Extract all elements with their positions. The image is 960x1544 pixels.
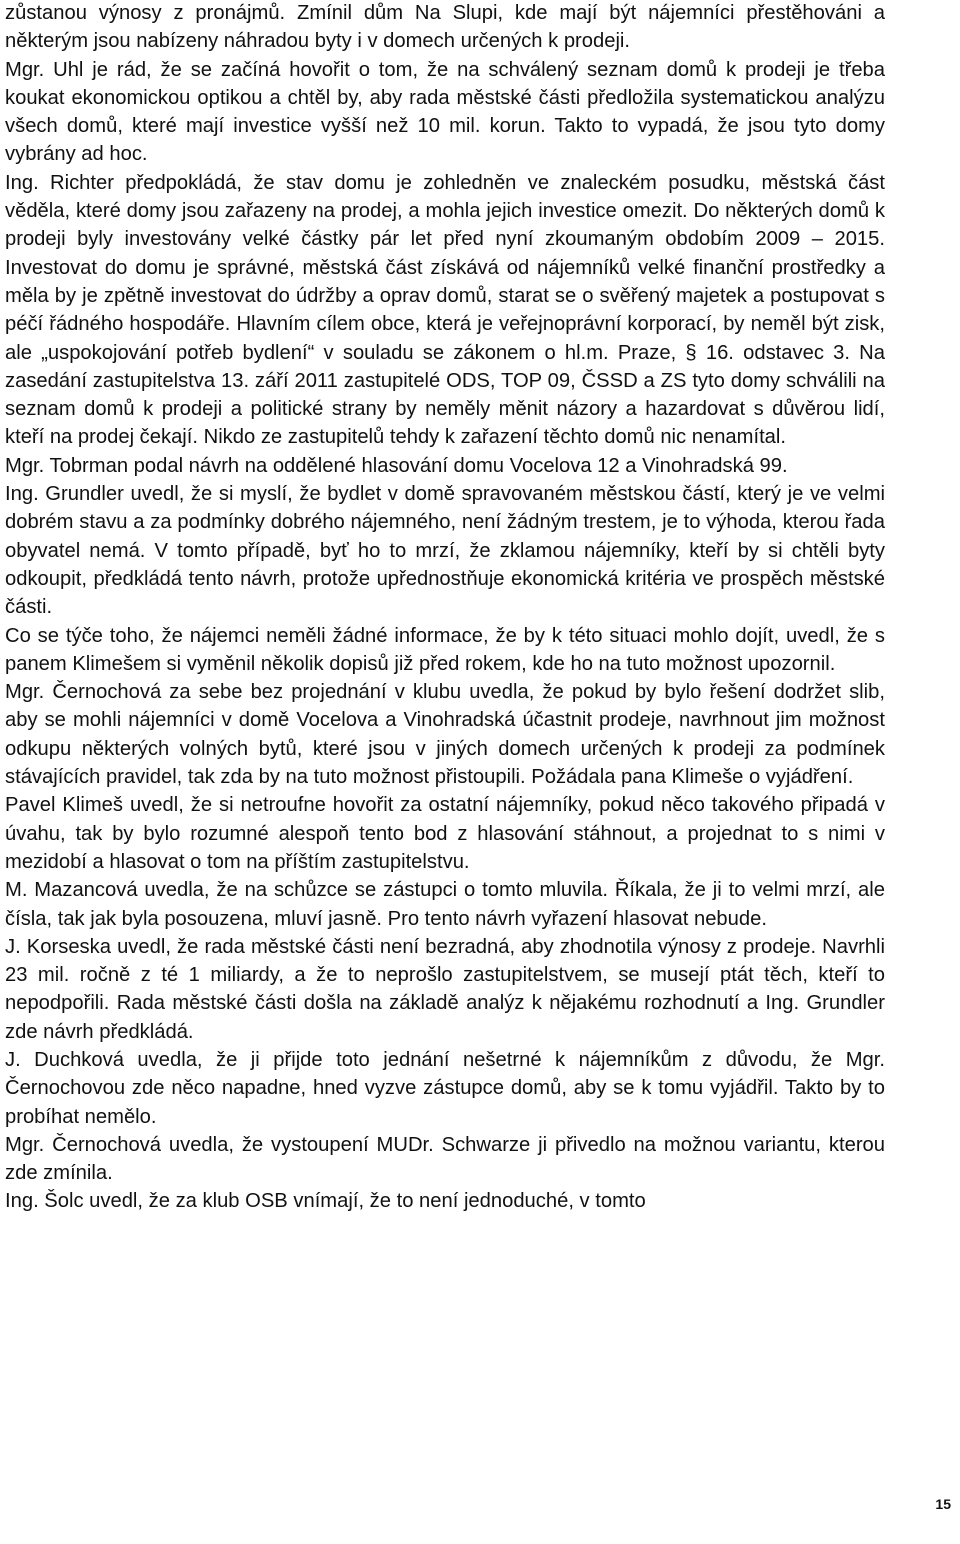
paragraph: J. Duchková uvedla, že ji přijde toto jednání nešetrné k nájemníkům z důvodu, že Mgr. Černochovou zde něco napadne, hned vyzve zástupce domů, aby se k tomu vyjádřil. Takto by to probíhat nemělo. <box>5 1048 885 1128</box>
paragraph: Ing. Richter předpokládá, že stav domu je zohledněn ve znaleckém posudku, městská část věděla, které domy jsou zařazeny na prodej, a mohla jejich investice omezit. Do některých domů k prodeji byly investovány velké částky pár let před nyní zkoumaným obdobím 2009 – 2015. Investovat do domu je správné, městská část získává od nájemníků velké finanční prostředky a měla by je zpětně investovat do údržby a oprav domů, starat se o svěřený majetek a postupovat s péčí řádného hospodáře. Hlavním cílem obce, která je veřejnoprávní korporací, by neměl být zisk, ale „uspokojování potřeb bydlení“ v souladu se zákonem o hl.m. Praze, § 16. odstavec 3. Na zasedání zastupitelstva 13. září 2011 zastupitelé ODS, TOP 09, ČSSD a ZS tyto domy schválili na seznam domů k prodeji a politické strany by neměly měnit názory a hazardovat s důvěrou lidí, kteří na prodej čekají. Nikdo ze zastupitelů tehdy k zařazení těchto domů nic nenamítal. <box>5 171 885 449</box>
paragraph: Co se týče toho, že nájemci neměli žádné informace, že by k této situaci mohlo dojít, uvedl, že s panem Klimešem si vyměnil několik dopisů již před rokem, kde ho na tuto možnost upozornil. <box>5 624 885 675</box>
page-number: 15 <box>935 1496 951 1512</box>
paragraph: J. Korseska uvedl, že rada městské části není bezradná, aby zhodnotila výnosy z prodeje. Navrhli 23 mil. ročně z té 1 miliardy, a že to neprošlo zastupitelstvem, se musejí ptát těch, kteří to nepodpořili. Rada městské části došla na základě analýz k nějakému rozhodnutí a Ing. Grundler zde návrh předkládá. <box>5 935 885 1043</box>
paragraph: Ing. Grundler uvedl, že si myslí, že bydlet v domě spravovaném městskou částí, který je ve velmi dobrém stavu a za podmínky dobrého nájemného, není žádným trestem, je to výhoda, kterou řada obyvatel nemá. V tomto případě, byť ho to mrzí, že zklamou nájemníky, kteří by si chtěli byty odkoupit, předkládá tento návrh, protože upřednostňuje ekonomická kritéria ve prospěch městské části. <box>5 483 885 619</box>
paragraph: Mgr. Černochová za sebe bez projednání v klubu uvedla, že pokud by bylo řešení dodržet slib, aby se mohli nájemníci v domě Vocelova a Vinohradská účastnit prodeje, navrhnout jim možnost odkupu některých volných bytů, které jsou v jiných domech určených k prodeji za podmínek stávajících pravidel, tak zda by na tuto možnost přistoupili. Požádala pana Klimeše o vyjádření. <box>5 681 885 789</box>
document-page <box>5 0 885 1216</box>
paragraph: M. Mazancová uvedla, že na schůzce se zástupci o tomto mluvila. Říkala, že ji to velmi mrzí, ale čísla, tak jak byla posouzena, mluví jasně. Pro tento návrh vyřazení hlasovat nebude. <box>5 879 885 930</box>
paragraph: Mgr. Černochová uvedla, že vystoupení MUDr. Schwarze ji přivedlo na možnou variantu, kterou zde zmínila. <box>5 1133 885 1185</box>
paragraph: Mgr. Tobrman podal návrh na oddělené hlasování domu Vocelova 12 a Vinohradská 99. <box>5 454 788 477</box>
paragraph: Pavel Klimeš uvedl, že si netroufne hovořit za ostatní nájemníky, pokud něco takového připadá v úvahu, tak by bylo rozumné alespoň tento bod z hlasování stáhnout, a projednat to s nimi v mezidobí a hlasovat o tom na příštím zastupitelstvu. <box>5 794 885 873</box>
paragraph: zůstanou výnosy z pronájmů. Zmínil dům Na Slupi, kde mají být nájemníci přestěhováni a některým jsou nabízeny náhradou byty i v domech určených k prodeji. <box>5 2 885 53</box>
paragraph: Mgr. Uhl je rád, že se začíná hovořit o tom, že na schválený seznam domů k prodeji je třeba koukat ekonomickou optikou a chtěl by, aby rada městské části předložila systematickou analýzu všech domů, které mají investice vyšší než 10 mil. korun. Takto to vypadá, že jsou tyto domy vybrány ad hoc. <box>5 58 885 166</box>
paragraph: Ing. Šolc uvedl, že za klub OSB vnímají, že to není jednoduché, v tomto <box>5 1190 646 1213</box>
